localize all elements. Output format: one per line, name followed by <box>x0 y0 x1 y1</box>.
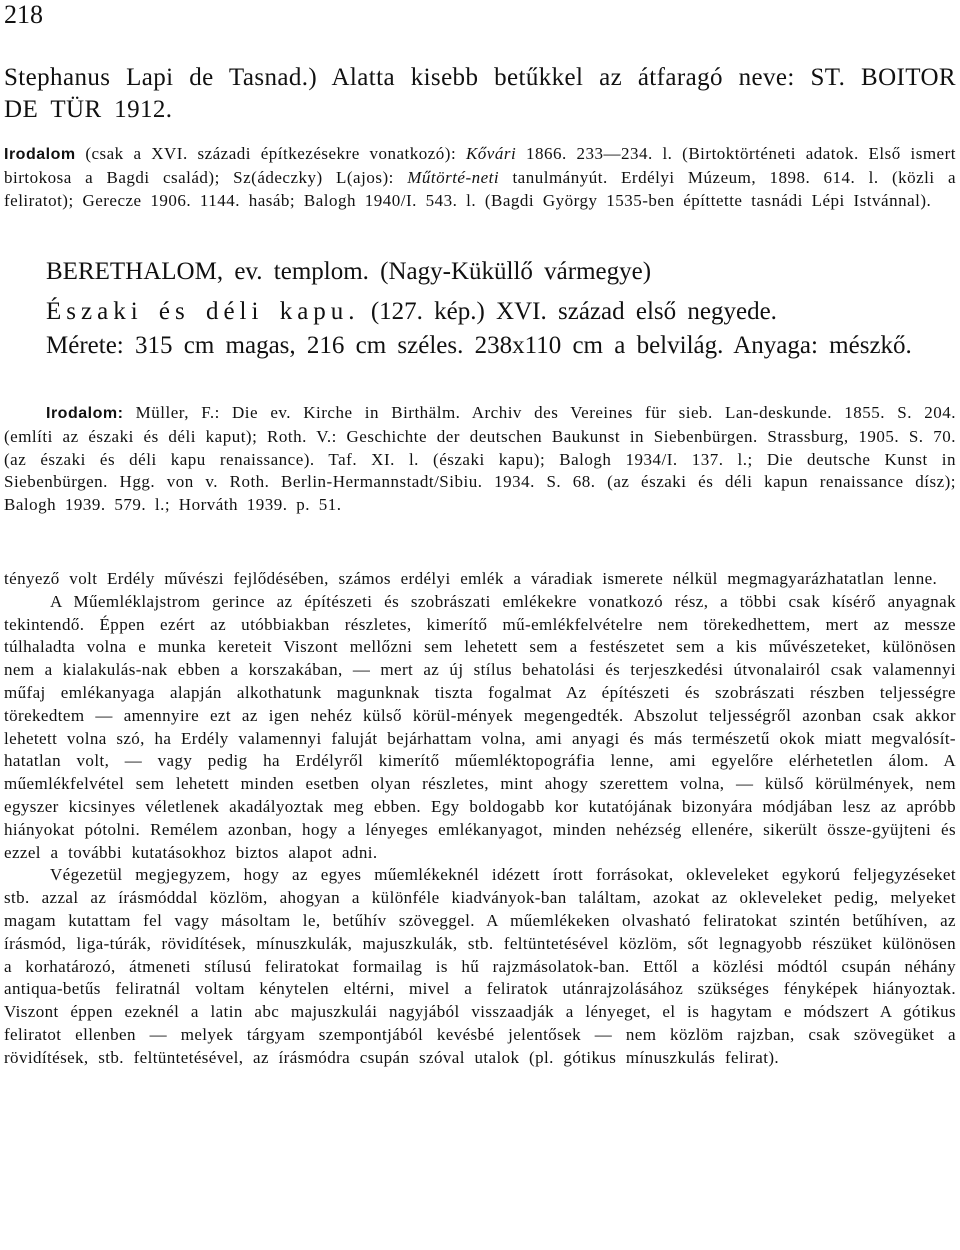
literature-text-part: tanulmányút. Erdélyi Múzeum, 1898. 614. l. (közli a feliratot); Gerecze 1906. 1144. hasáb; Balogh 1940/I. 543. l. (Bagdi György 1535-ben építtette tasnádi Lépi Istvánnal). <box>4 167 956 210</box>
literature-text: Müller, F.: Die ev. Kirche in Birthälm. Archiv des Vereines für sieb. Lan-deskunde. 1855. S. 204. (említi az északi és déli kaput); Roth. V.: Geschichte der deutschen Baukunst in Siebenbürgen. Strassburg, 1905. S. 70. (az északi és déli kapu renaissance). Taf. XI. l. (északi kapu); Balogh 1934/I. 137. l.; Die deutsche Kunst in Siebenbürgen. Hgg. von v. Roth. Berlin-Hermannstadt/Sibiu. 1934. S. 68. (az északi és déli kapun renaissance dísz); Balogh 1939. 579. l.; Horváth 1939. p. 51. <box>4 403 956 515</box>
body-text <box>4 568 956 1070</box>
entry-title <box>4 256 956 288</box>
entry-title-text: BERETHALOM, ev. templom. (Nagy-Küküllő vármegye) <box>46 258 652 285</box>
author-italic: Kővári <box>465 144 517 163</box>
literature-label: Irodalom: <box>46 405 124 422</box>
entry-subtitle-rest: (127. kép.) XVI. század első negyede. <box>359 298 777 325</box>
literature-paragraph-2 <box>4 402 956 517</box>
literature-text-part: (csak a XVI. századi építkezésekre vonatkozó): <box>75 144 466 163</box>
page-number: 218 <box>4 0 43 29</box>
lead-paragraph: Stephanus Lapi de Tasnad.) Alatta kisebb betűkkel az átfaragó neve: ST. BOITOR DE TÜR 1912. <box>4 64 956 123</box>
title-italic: Műtörté-neti <box>407 167 500 187</box>
literature-label: Irodalom <box>4 146 76 163</box>
body-paragraph: Végezetül megjegyzem, hogy az egyes műemlékeknél idézett írott forrásokat, okleveleket egykorú feljegyzéseket stb. azzal az írásmóddal közlöm, ahogyan a különféle kiadványok-ban találtam, azokat az okleveleket pedig, melyeket magam kutattam fel vagy másoltam le, betűhív szöveggel. A műemlékeken olvasható feliratokat szintén betűhíven, az írásmód, liga-túrák, rövidítések, mínuszkulák, majuszkulák, stb. feltüntetésével közlöm, sőt legnagyobb részüket különösen a korhatározó, átmeneti stílusú feliratokat formailag is hű rajzmásolatok-ban. Ettől a közlési módtól csupán néhány antiqua-betűs feliratnál voltam kénytelen eltérni, mivel a feliratok utánrajzolásához szükséges fényképek hiányoztak. Viszont éppen ezeknél a latin abc majuszkulái nagyjából visszaadják a lényeget, el is hagytam e módszert A gótikus feliratot ellenben — melyek tárgyam szempontjából kevésbé jelentősek — nem közlöm rajzban, csak szövegüket a rövidítések, stb. feltüntetésével, az írásmódra csupán szóval utalok (pl. gótikus mínuszkulás felirat). <box>4 865 956 1067</box>
literature-paragraph-1 <box>4 143 956 212</box>
entry-subtitle-spaced: Északi és déli kapu. <box>46 298 360 325</box>
entry-dimensions-text: Mérete: 315 cm magas, 216 cm széles. 238x110 cm a belvilág. Anyaga: mészkő. <box>46 332 912 359</box>
entry-dimensions <box>4 330 956 362</box>
body-paragraph: A Műemléklajstrom gerince az építészeti és szobrászati emlékekre vonatkozó rész, a többi csak kísérő anyagnak tekintendő. Éppen ezért az utóbbiakban részletes, kimerítő mű-emlékfelvételre nem törekedhettem, mert az messze túlhaladta volna e munka kereteit Viszont mellőzni sem lehetett sem a festészetet sem a kis művészeteket, különösen nem a kialakulás-nak ebben a korszakában, — mert az új stílus behatolási és terjeszkedési útvonalairól csak valamennyi műfaj emlékanyaga alapján alkothatunk magunknak tiszta fogalmat Az építészeti és szobrászati részben teljességre törekedtem — amennyire ezt az igen nehéz külső körül-mények megengedték. Abszolut teljességről azonban csak akkor lehetett volna szó, ha Erdély valamennyi faluját bejárhattam volna, ami anyagi és más természetű okok miatt megvalósít-hatatlan volt, — vagy pedig ha Erdélyről kimerítő műemléktopográfia lenne, ami egyelőre elérhetetlen álom. A műemlékfelvétel sem lehetett minden esetben olyan részletes, mint ahogy szerettem volna, — külső körülmények, nem egyszer kicsinyes véletlenek akadályoztak meg ebben. Egy boldogabb kor kutatójának bizonyára módjában lesz az apróbb hiányokat pótolni. Remélem azonban, hogy a lényeges emlékanyagot, minden nehézség ellenére, sikerült össze-gyüjteni és ezzel a további kutatásokhoz biztos alapot adni. <box>4 591 956 862</box>
entry-subtitle <box>4 296 956 328</box>
literature-text-part: 1866. 233—234. l. (Birtoktörténeti adatok. Első ismert birtokosa a Bagdi család); Sz(ádeczky) L(ajos): <box>4 144 956 187</box>
body-paragraph: tényező volt Erdély művészi fejlődésében, számos erdélyi emlék a váradiak ismerete nélkül megmagyarázhatatlan lenne. <box>4 569 938 588</box>
